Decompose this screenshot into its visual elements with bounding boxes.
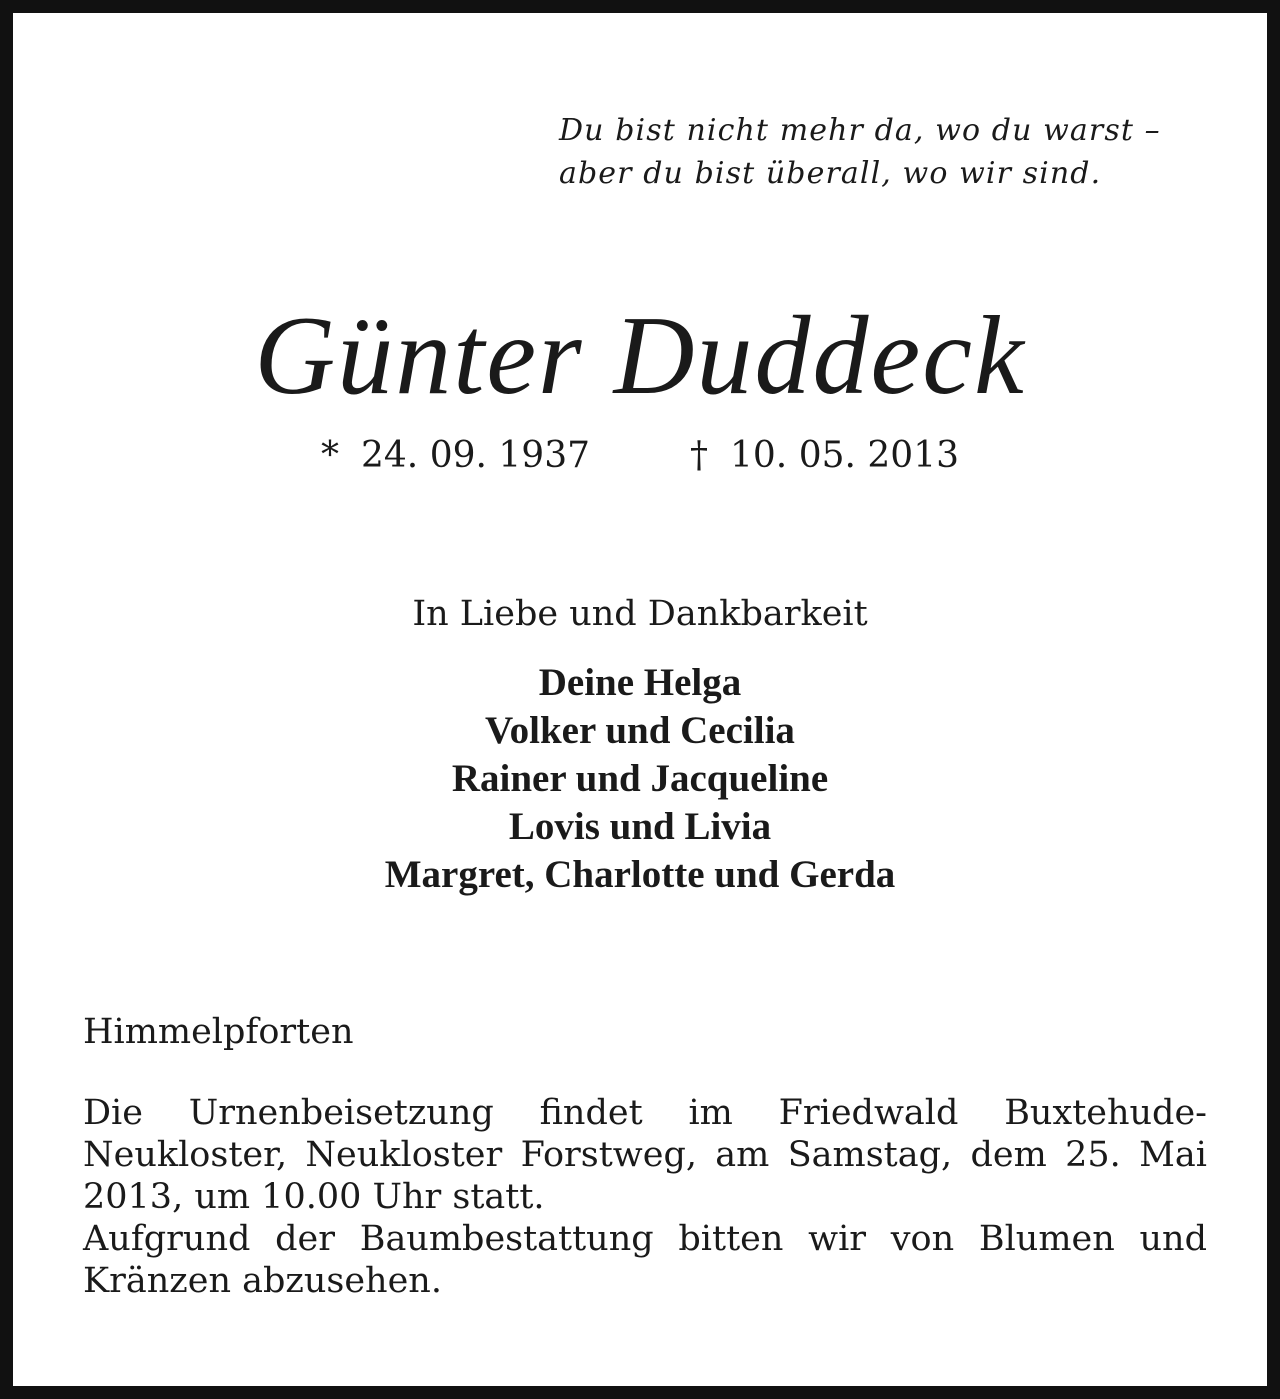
notice-paragraph: Aufgrund der Baumbestattung bitten wir von Blumen und Kränzen abzusehen.	[83, 1219, 1207, 1301]
motto-line: aber du bist überall, wo wir sind.	[559, 156, 1102, 191]
mourners-intro: In Liebe und Dankbarkeit	[412, 594, 868, 634]
motto-line: Du bist nicht mehr da, wo du warst –	[559, 113, 1161, 148]
life-dates	[13, 431, 1267, 481]
mourner-name: Deine Helga	[538, 661, 742, 704]
place-name: Himmelpforten	[83, 1012, 354, 1052]
motto-quote	[559, 109, 1239, 195]
mourner-name: Lovis und Livia	[508, 805, 772, 848]
notice-paragraph: Die Urnenbeisetzung findet im Friedwald Buxtehude-Neukloster, Neukloster Forstweg, am Samstag, dem 25. Mai 2013, um 10.00 Uhr statt.	[83, 1093, 1207, 1217]
funeral-notice	[83, 1092, 1207, 1302]
death-date: 10. 05. 2013	[730, 435, 960, 476]
mourner-name: Margret, Charlotte und Gerda	[384, 853, 896, 896]
birth-date: 24. 09. 1937	[361, 435, 591, 476]
birth-symbol: *	[321, 435, 339, 476]
birth-date-group	[321, 431, 590, 481]
deceased-name: Günter Duddeck	[254, 294, 1026, 418]
mourners-list	[13, 659, 1267, 899]
mourner-name: Volker und Cecilia	[485, 709, 795, 752]
death-symbol: †	[690, 435, 708, 476]
death-date-group	[690, 431, 959, 481]
mourner-name: Rainer und Jacqueline	[451, 757, 829, 800]
